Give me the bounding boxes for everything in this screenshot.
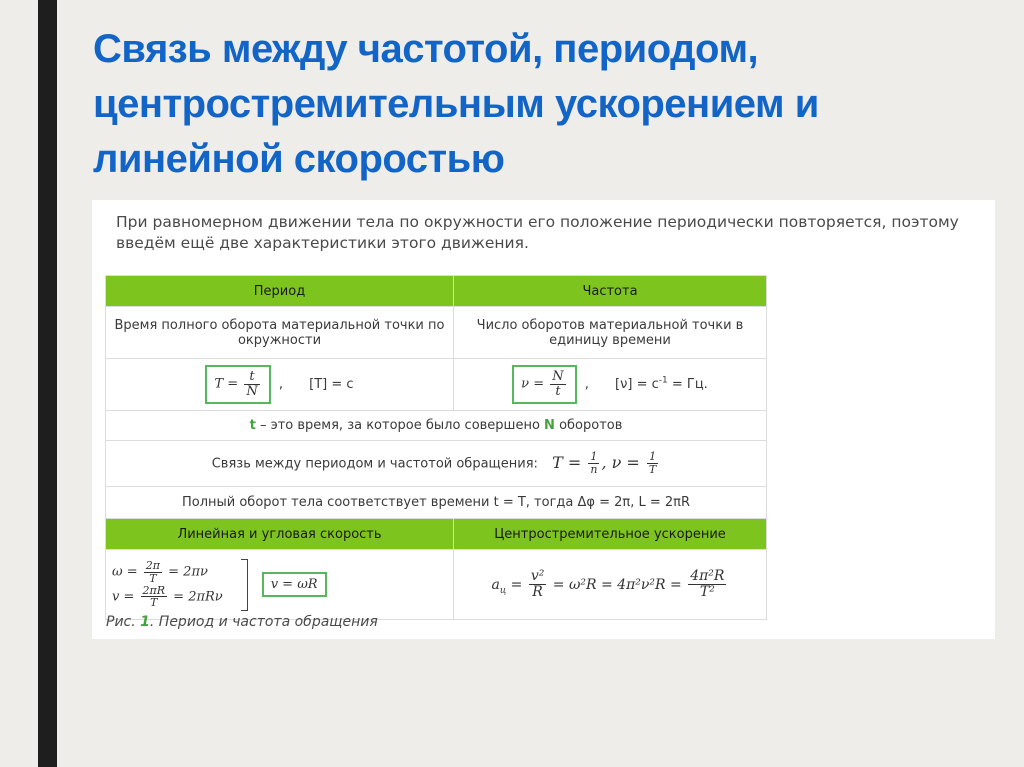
acceleration-formula-cell [454,550,767,620]
acceleration-formula: $a_ц$ = $\frac{\text{v²}}{R}$ = ω²R = 4π²ν²R = $\frac{\text{4π²R}}{\text{T²}}$ [491,568,725,600]
v-formula: v = $\frac{2\pi R}{T}$ = 2πRν [112,583,223,610]
linear-speed-header: Линейная и угловая скорость [106,519,454,550]
period-header: Период [106,276,454,307]
brace [241,559,248,611]
period-fraction-num: t [244,370,259,385]
frequency-header: Частота [454,276,767,307]
v-omega-formula: v = ωR [262,572,327,597]
period-formula-cell: T = $\frac{t}{N}$ , [T] = с [106,359,454,411]
time-definition: t – это время, за которое было совершено N оборотов [106,411,767,441]
frequency-unit: $[\nu] = с^{-1}$ = Гц. [615,375,708,392]
intro-text: При равномерном движении тела по окружности его положение периодически повторяется, поэтому введём ещё две характеристики этого движения. [116,213,959,252]
speed-formulas-cell [106,550,454,620]
frequency-formula-cell: ν = $\frac{N}{t}$ , $[\nu] = с^{-1}$ = Гц. [454,359,767,411]
period-description: Время полного оборота материальной точки по окружности [106,307,454,359]
period-frequency-relation [106,441,767,487]
relation-formula: T = $\frac{1}{n}$ , ν = $\frac{1}{T}$ [552,450,657,476]
frequency-formula [512,365,576,403]
frequency-fraction [550,370,565,398]
period-formula-lhs: T = [214,377,239,392]
relation-text: Связь между периодом и частотой обращения: [211,457,538,472]
frequency-fraction-num: N [552,369,564,385]
frequency-fraction-den: t [555,384,561,399]
frequency-description: Число оборотов материальной точки в единицу времени [454,307,767,359]
period-formula [205,365,270,403]
period-unit: [T] = с [309,377,354,392]
omega-formula: ω = $\frac{2\pi}{T}$ = 2πν [112,559,208,585]
left-accent-bar [38,0,57,767]
formula-table [105,275,767,620]
speed-formula-stack [112,560,223,608]
figure-panel [92,200,995,639]
frequency-formula-lhs: ν = [521,377,545,392]
centripetal-header: Центростремительное ускорение [454,519,767,550]
slide-title: Связь между частотой, периодом, центростремительным ускорением и линейной скоростью [93,27,819,181]
figure-caption: Рис. 1. Период и частота обращения [106,614,378,630]
period-fraction-den: N [246,384,258,399]
full-turn-text: Полный оборот тела соответствует времени t = T, тогда Δφ = 2π, L = 2πR [106,487,767,519]
period-fraction [244,370,259,398]
